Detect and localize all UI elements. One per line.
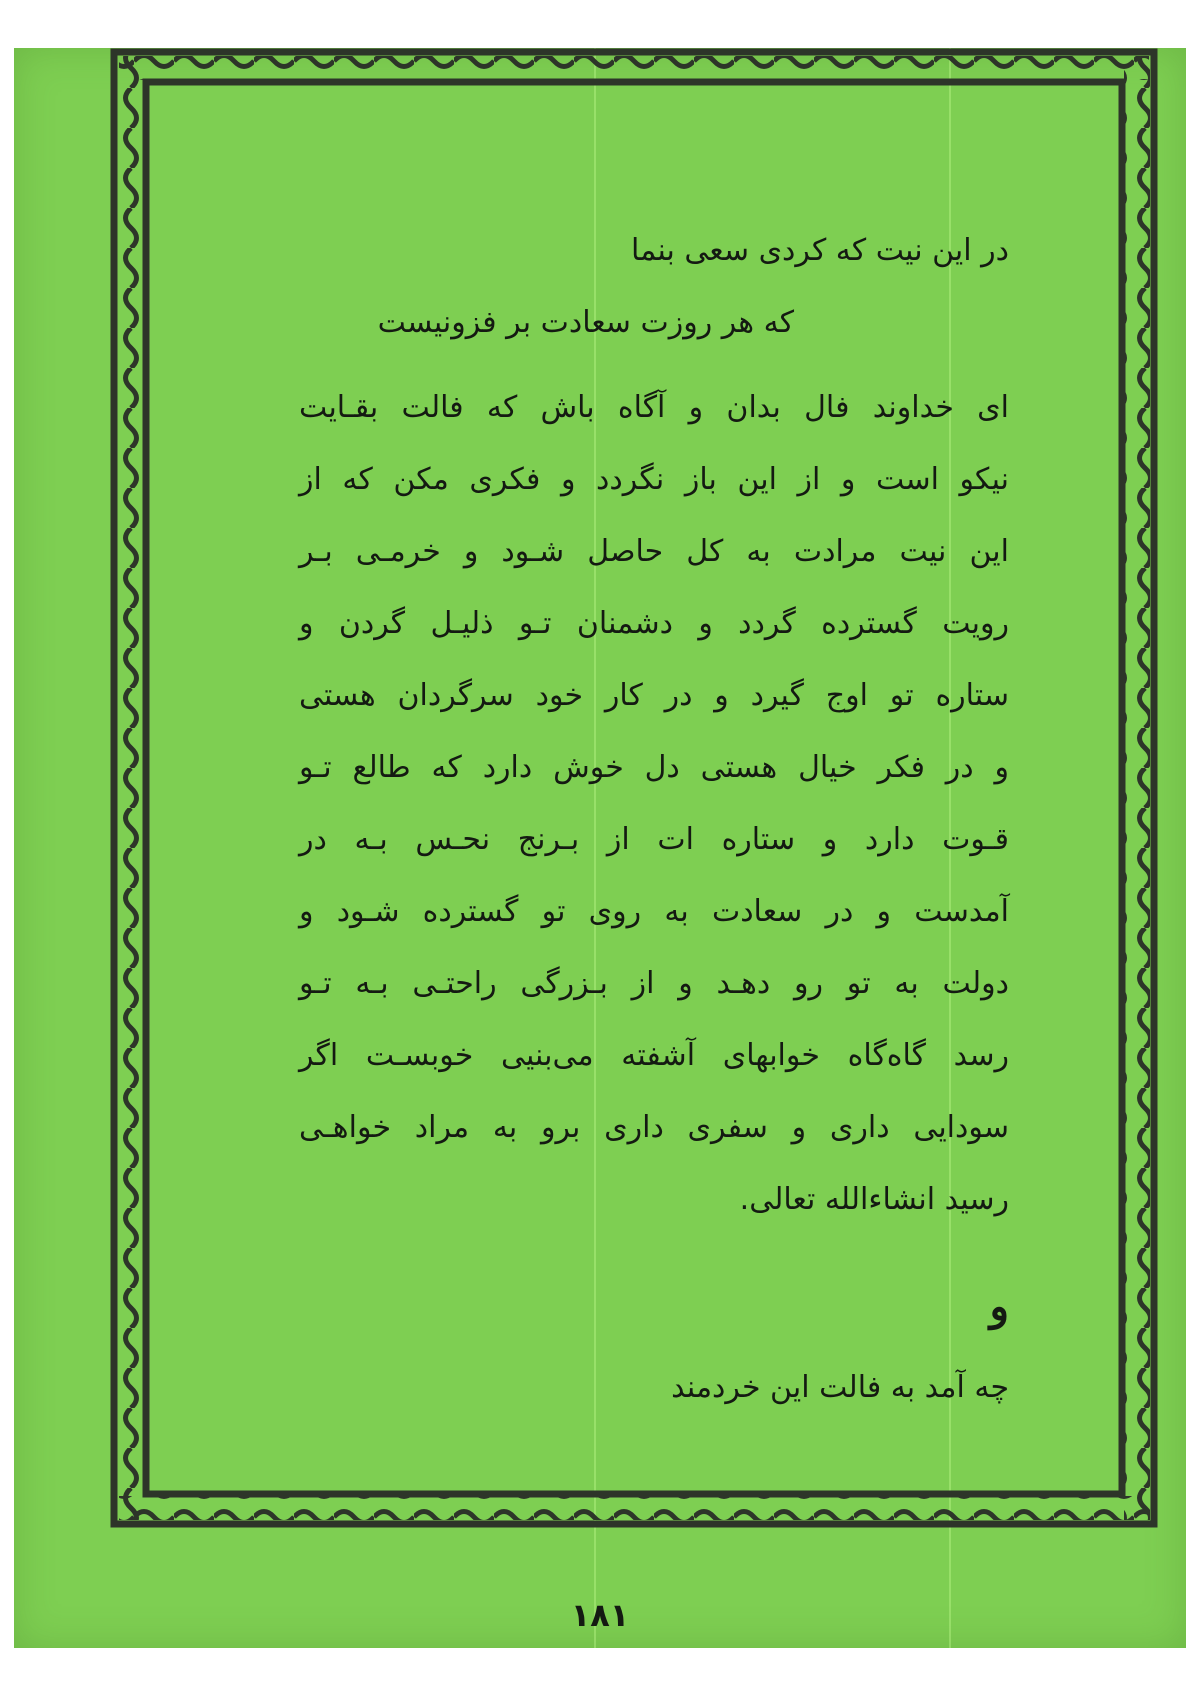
prose-line: ستاره تو اوج گیرد و در کار خود سرگردان هستی bbox=[299, 678, 1009, 713]
prose-line: رسد گاه‌گاه خوابهای آشفته می‌بنیی خوبسـت اگر bbox=[299, 1038, 1009, 1073]
prose-paragraph bbox=[299, 372, 1009, 1236]
main-text bbox=[299, 228, 1009, 1236]
page-number: ۱۸۱ bbox=[570, 1596, 630, 1634]
prose-line: نیکو است و از این باز نگردد و فکری مکن که از bbox=[299, 462, 1009, 497]
prose-line: آمدست و در سعادت به روی تو گسترده شـود و bbox=[299, 894, 1009, 929]
prose-line: ای خداوند فال بدان و آگاه باش که فالت بقـایت bbox=[299, 390, 1009, 425]
bottom-wave-band bbox=[119, 1496, 1149, 1520]
left-wave-band bbox=[118, 56, 144, 1520]
prose-line: دولت به تو رو دهـد و از بـزرگی راحتـی بـه تـو bbox=[299, 966, 1009, 1001]
section-letter: و bbox=[989, 1283, 1009, 1330]
closing-verse: چه آمد به فالت این خردمند bbox=[671, 1370, 1009, 1405]
poem-verse-1: در این نیت که کردی سعی بنما bbox=[631, 233, 1009, 268]
prose-line: سودایی داری و سفری داری برو به مراد خواهـی bbox=[299, 1110, 1009, 1145]
top-wave-band bbox=[119, 56, 1149, 80]
prose-line: رسید انشاءالله تعالی. bbox=[739, 1182, 1009, 1217]
prose-line: قـوت دارد و ستاره ات از بـرنج نحـس بـه در bbox=[299, 822, 1009, 857]
book-page bbox=[14, 48, 1186, 1648]
right-wave-band bbox=[1124, 56, 1150, 1520]
poem-verse-2: که هر روزت سعادت بر فزونیست bbox=[377, 305, 794, 340]
prose-line: رویت گسترده گردد و دشمنان تـو ذلیـل گردن و bbox=[299, 606, 1009, 641]
prose-line: و در فکر خیال هستی دل خوش دارد که طالع تـو bbox=[299, 750, 1009, 785]
prose-line: این نیت مرادت به کل حاصل شـود و خرمـی بـر bbox=[299, 534, 1009, 569]
